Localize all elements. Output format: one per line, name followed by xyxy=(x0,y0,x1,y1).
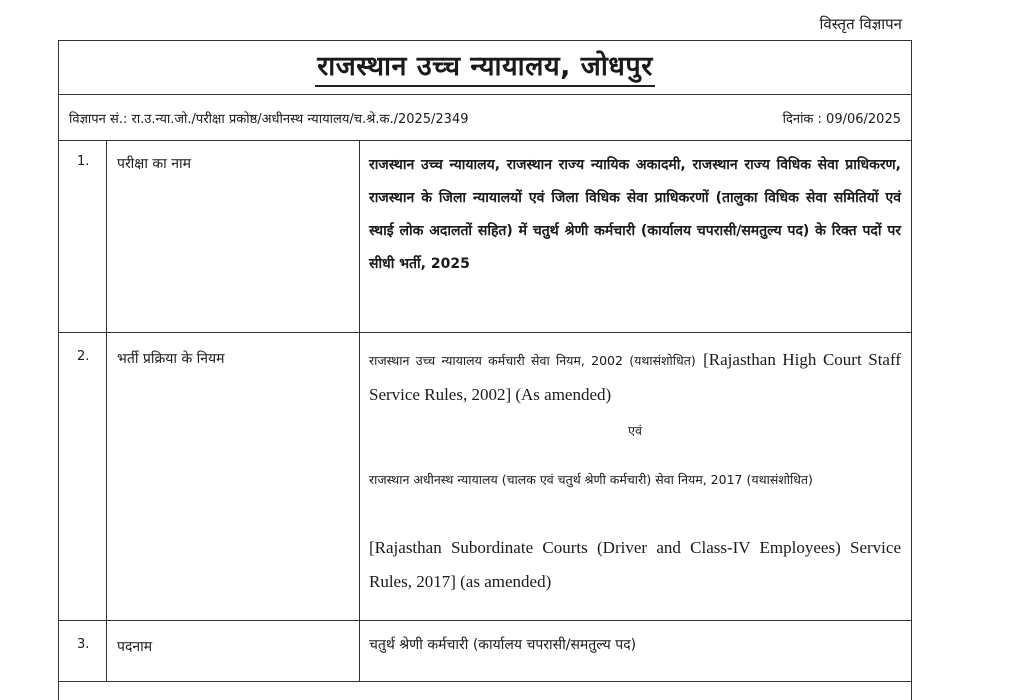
label-cell xyxy=(107,140,360,332)
table-row-exam-name xyxy=(59,140,911,333)
label-cell xyxy=(107,333,360,620)
reference-row xyxy=(59,94,911,141)
title-row xyxy=(59,41,911,95)
row-label: भर्ती प्रक्रिया के नियम xyxy=(117,351,225,367)
document-frame xyxy=(58,40,912,700)
serial-number: 1. xyxy=(77,154,90,169)
page-title: राजस्थान उच्च न्यायालय, जोधपुर xyxy=(315,46,655,87)
advertisement-type-label: विस्तृत विज्ञापन xyxy=(819,15,902,33)
serial-number: 2. xyxy=(77,349,90,364)
row-label: परीक्षा का नाम xyxy=(117,156,192,172)
serial-cell xyxy=(59,140,107,332)
serial-cell xyxy=(59,333,107,620)
advertisement-date: दिनांक : 09/06/2025 xyxy=(782,112,901,127)
rule-1-hindi: राजस्थान उच्च न्यायालय कर्मचारी सेवा नियम, 2002 (यथासंशोधित) xyxy=(369,353,696,368)
details-table xyxy=(59,140,911,682)
rules-conjunction: एवं xyxy=(628,423,642,438)
table-row-designation xyxy=(59,621,911,682)
serial-cell xyxy=(59,621,107,681)
designation-text: चतुर्थ श्रेणी कर्मचारी (कार्यालय चपरासी/समतुल्य पद) xyxy=(369,637,637,653)
table-row-recruitment-rules xyxy=(59,333,911,621)
advertisement-number: विज्ञापन सं.: रा.उ.न्या.जो./परीक्षा प्रकोष्ठ/अधीनस्थ न्यायालय/च.श्रे.क./2025/2349 xyxy=(69,112,469,127)
row-label: पदनाम xyxy=(117,639,153,655)
rule-1 xyxy=(369,343,901,412)
label-cell xyxy=(107,621,360,681)
serial-number: 3. xyxy=(77,637,90,652)
exam-name-text: राजस्थान उच्च न्यायालय, राजस्थान राज्य न्यायिक अकादमी, राजस्थान राज्य विधिक सेवा प्राधिकरण, राजस्थान के जिला न्यायालयों एवं जिला विधिक सेवा प्राधिकरणों (तालुका विधिक सेवा समितियों एवं स्थाई लोक अदालतों सहित) में चतुर्थ श्रेणी कर्मचारी (कार्यालय चपरासी/समतुल्य पद) के रिक्त पदों पर सीधी भर्ती, 2025 xyxy=(369,157,901,272)
rule-2-hindi: राजस्थान अधीनस्थ न्यायालय (चालक एवं चतुर्थ श्रेणी कर्मचारी) सेवा नियम, 2017 (यथासंशोधित) xyxy=(369,472,813,487)
rule-1-english: [Rajasthan High Court Staff Service Rules, 2002] (As amended) xyxy=(369,350,901,404)
rule-2-english: [Rajasthan Subordinate Courts (Driver and Class-IV Employees) Service Rules, 2017] (as amended) xyxy=(369,538,901,591)
